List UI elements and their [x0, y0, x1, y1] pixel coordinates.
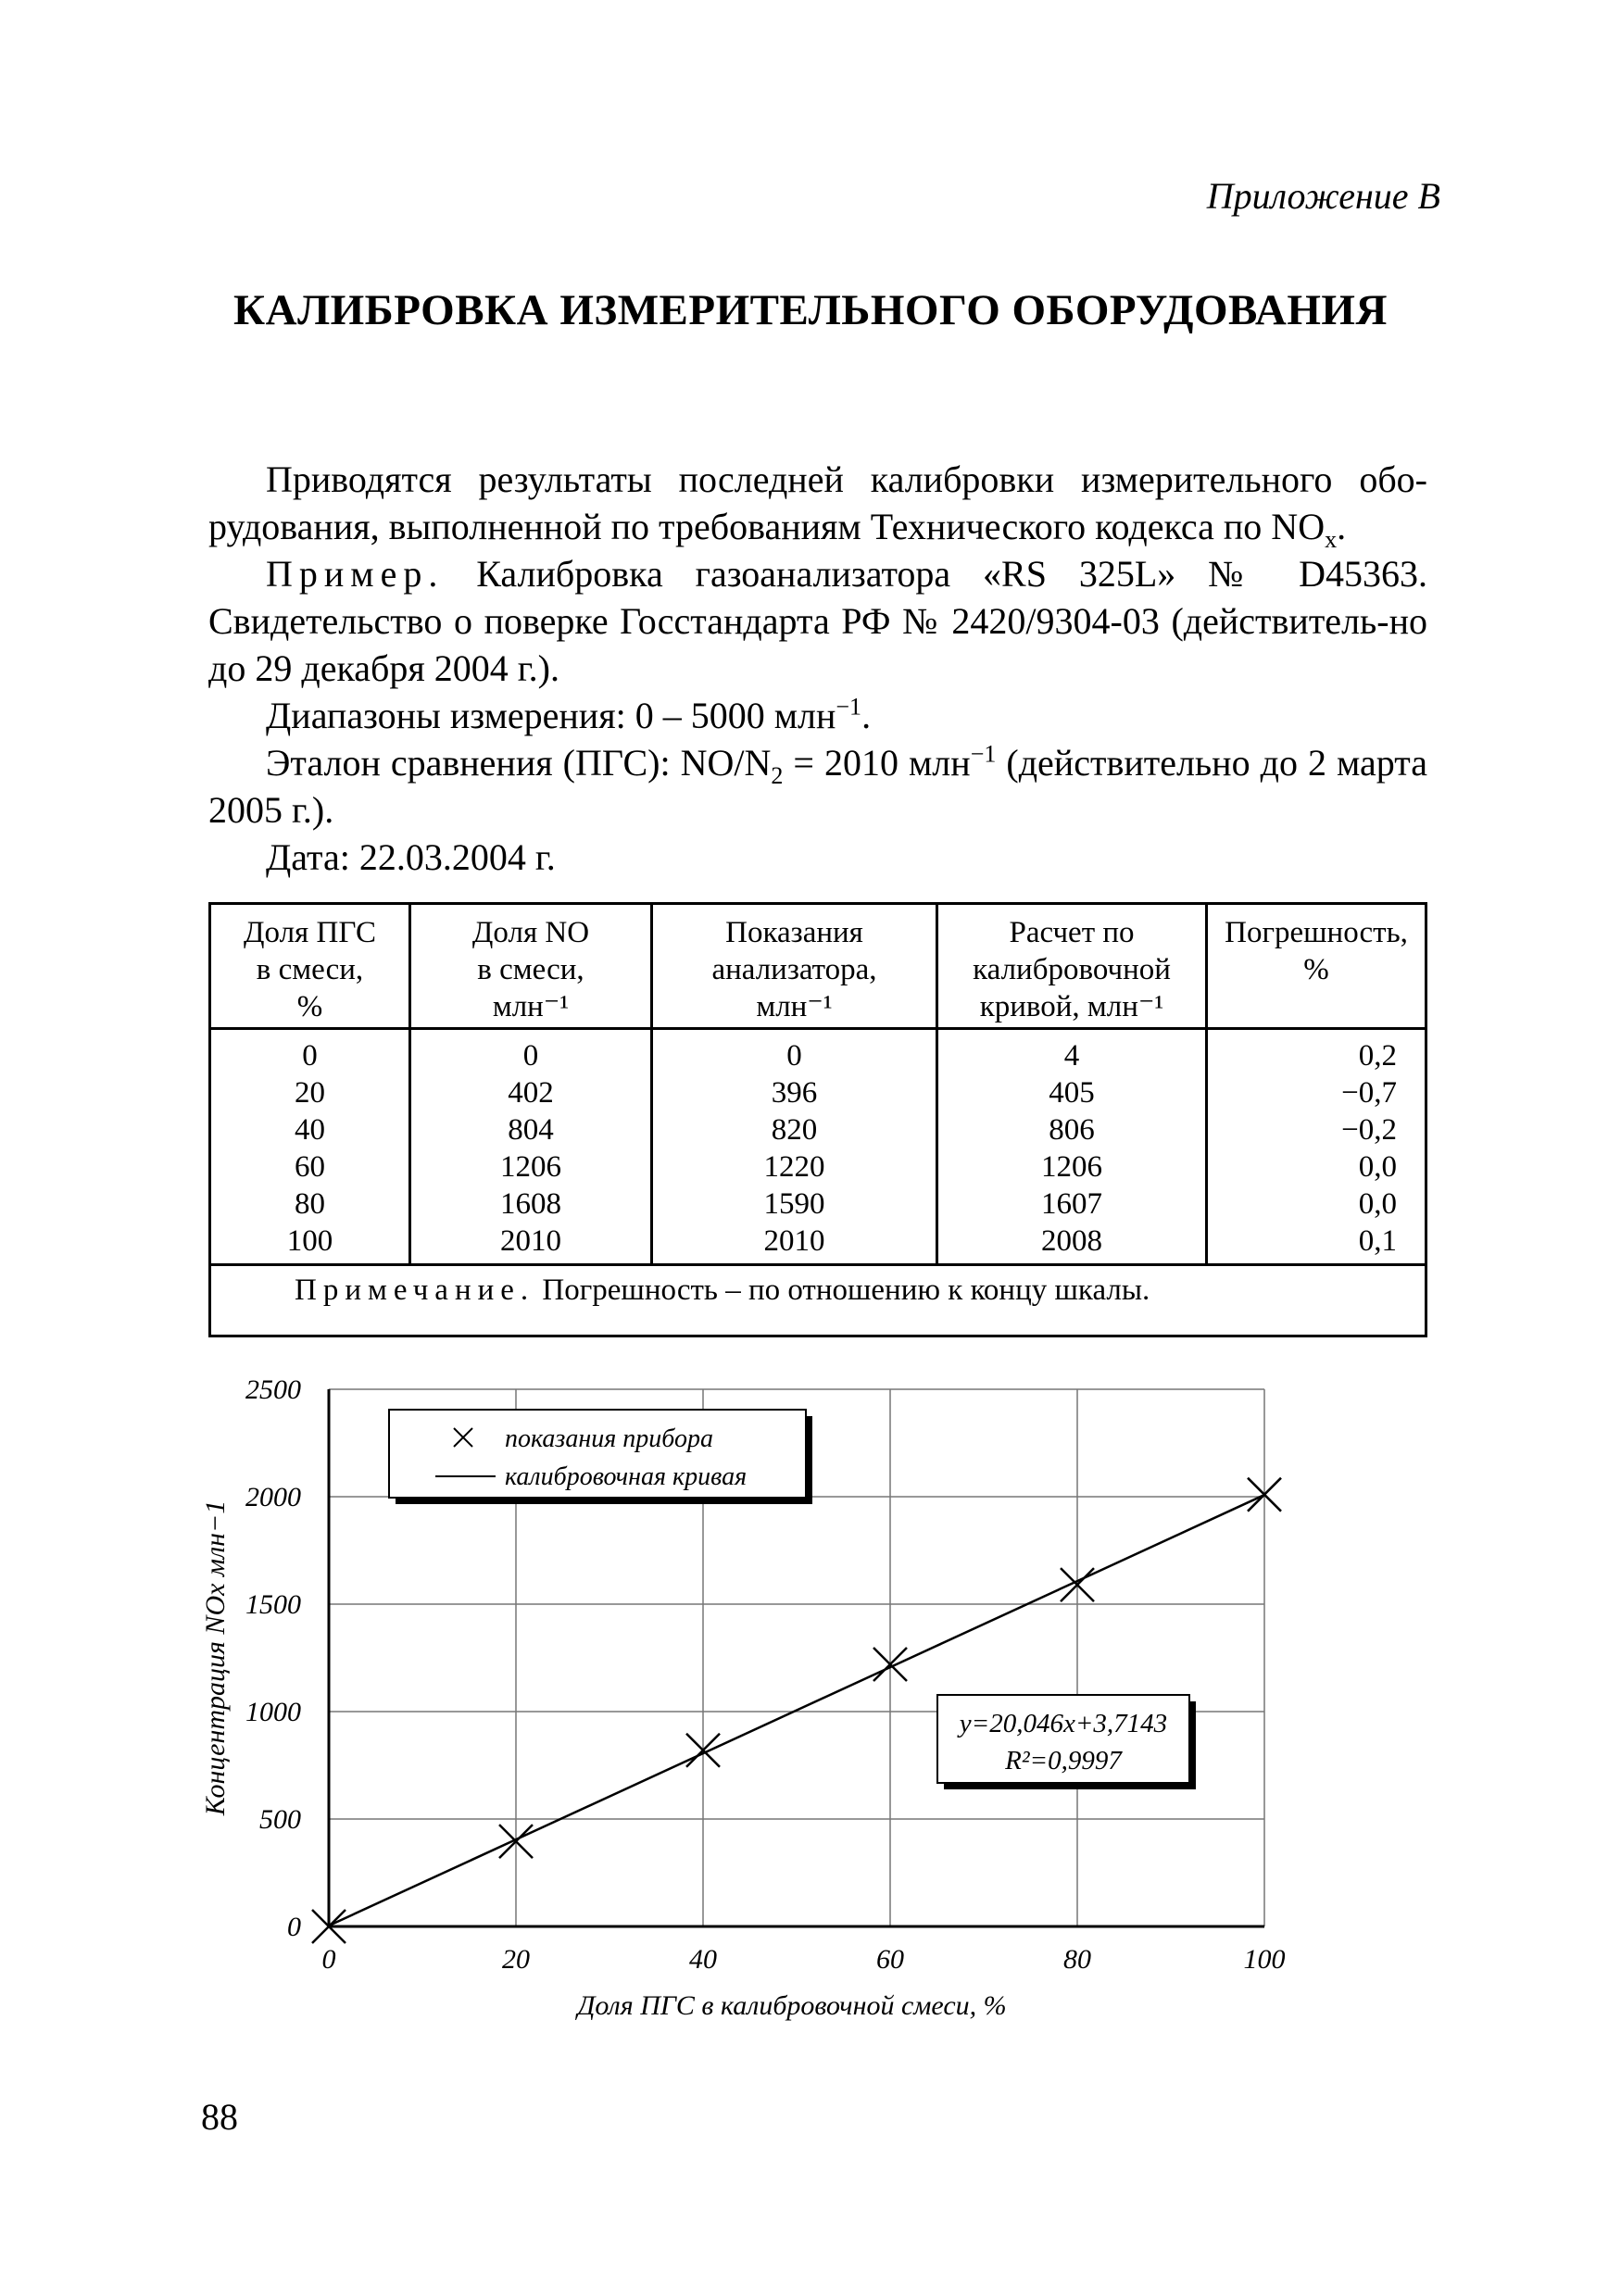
y-tick-label: 1500: [245, 1589, 301, 1620]
x-axis-label: Доля ПГС в калибровочной смеси, %: [577, 1990, 1007, 2021]
appendix-label: Приложение В: [1206, 175, 1440, 217]
column-error: 0,2 −0,7 −0,2 0,0 0,0 0,1: [1207, 1029, 1426, 1265]
x-tick-label: 80: [1063, 1944, 1091, 1975]
x-tick-label: 0: [321, 1944, 336, 1975]
regression-equation: y=20,046x+3,7143: [959, 1709, 1168, 1738]
page-number: 88: [201, 2096, 238, 2138]
note-label: Примечание.: [295, 1273, 535, 1307]
x-tick-label: 100: [1243, 1944, 1286, 1975]
date-paragraph: Дата: 22.03.2004 г.: [266, 836, 556, 878]
column-no-share: 0 402 804 1206 1608 2010: [410, 1029, 652, 1265]
header-cell: Расчет по калибровочной кривой, млн⁻¹: [937, 905, 1207, 1029]
header-cell: Доля NO в смеси, млн⁻¹: [410, 905, 652, 1029]
x-tick-label: 20: [502, 1944, 530, 1975]
column-pgs-share: 0 20 40 60 80 100: [211, 1029, 410, 1265]
range-end: .: [861, 695, 872, 736]
intro-end: .: [1337, 506, 1347, 547]
x-tick-label: 60: [876, 1944, 904, 1975]
column-calculated: 4 405 806 1206 1607 2008: [937, 1029, 1207, 1265]
header-cell: Погрешность, %: [1207, 905, 1426, 1029]
legend-label: показания прибора: [505, 1424, 713, 1453]
standard-text-a: Эталон сравнения (ПГС): NO/N: [266, 742, 772, 784]
column-readings: 0 396 820 1220 1590 2010: [652, 1029, 937, 1265]
y-axis-label: Концентрация NOx млн−1: [200, 1499, 231, 1816]
y-tick-label: 2500: [245, 1374, 301, 1405]
example-label: Пример.: [266, 553, 445, 595]
y-tick-label: 2000: [245, 1482, 301, 1512]
page-title: КАЛИБРОВКА ИЗМЕРИТЕЛЬНОГО ОБОРУДОВАНИЯ: [233, 286, 1388, 334]
y-tick-label: 500: [259, 1804, 301, 1835]
range-text: Диапазоны измерения: 0 – 5000 млн: [266, 695, 836, 736]
standard-sup: −1: [970, 740, 997, 768]
x-tick-label: 40: [689, 1944, 717, 1975]
n2-subscript: 2: [771, 762, 784, 789]
nox-subscript: x: [1325, 526, 1338, 553]
standard-text-b: = 2010 млн: [783, 742, 971, 784]
y-tick-label: 0: [287, 1912, 301, 1942]
example-text: Калибровка газоанализатора «RS 325L» № D45363. Свидетельство о поверке Госстандарта РФ № 2420/9304-03 (действитель-но до 29 декабря 2004 г.).: [208, 553, 1427, 689]
legend-label: калибровочная кривая: [505, 1462, 748, 1491]
range-sup: −1: [836, 693, 862, 721]
y-tick-label: 1000: [245, 1697, 301, 1727]
header-cell: Показания анализатора, млн⁻¹: [652, 905, 937, 1029]
note-text: Погрешность – по отношению к концу шкалы.: [542, 1273, 1150, 1307]
standard-text-c: (действительно до 2 марта 2005 г.).: [208, 742, 1427, 831]
r-squared: R²=0,9997: [1005, 1746, 1122, 1775]
header-cell: Доля ПГС в смеси, %: [211, 905, 410, 1029]
intro-text: Приводятся результаты последней калибровки измерительного обо-рудования, выполненной по требованиям Технического кодекса по NO: [208, 458, 1427, 547]
